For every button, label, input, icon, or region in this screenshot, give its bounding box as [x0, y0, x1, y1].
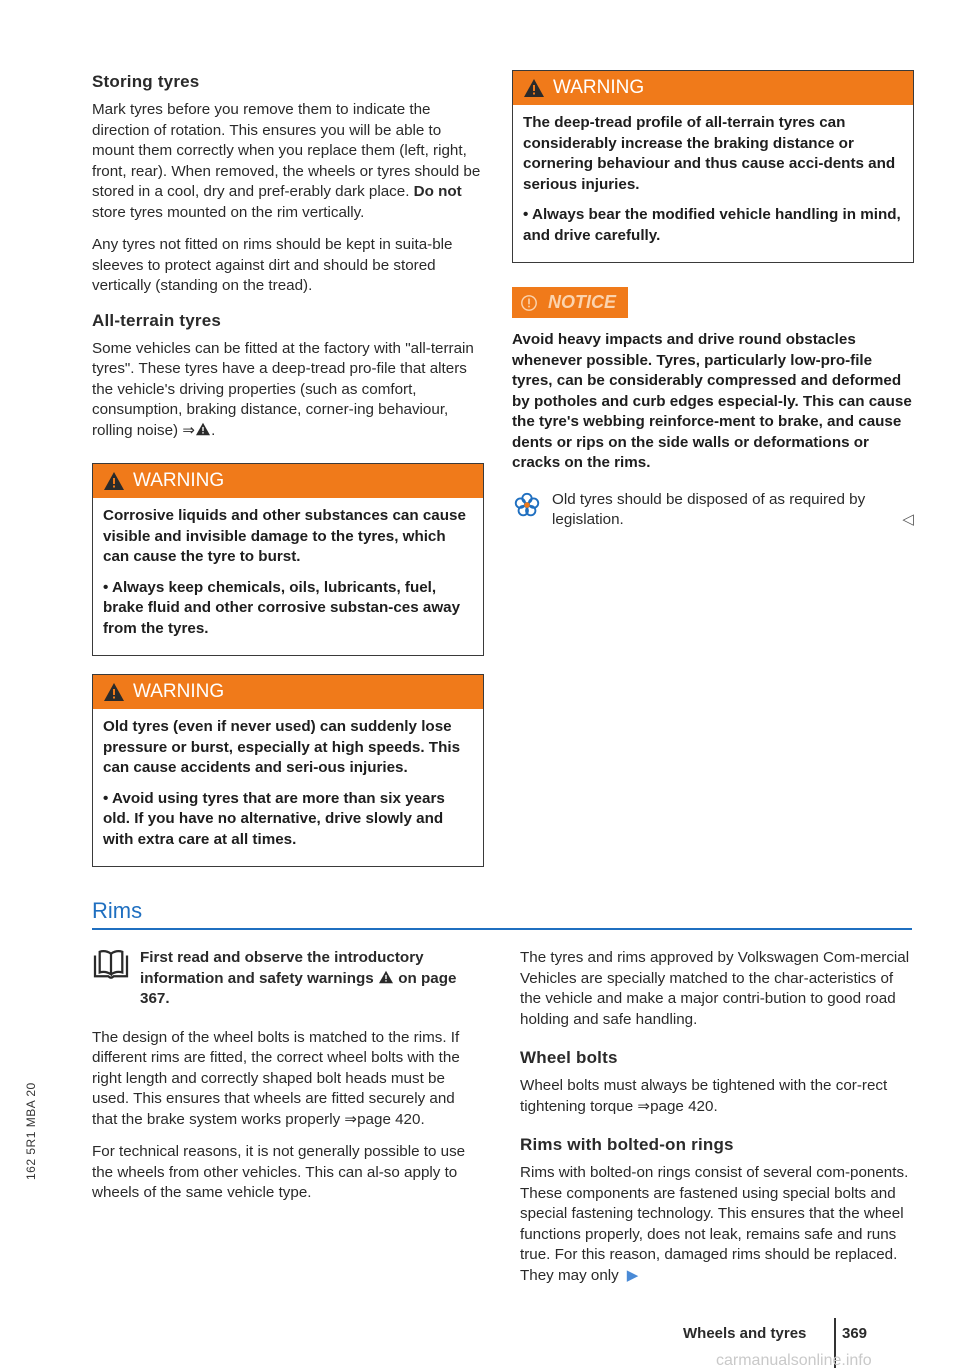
all-terrain-paragraph: Some vehicles can be fitted at the factory with "all-terrain tyres". These tyres have a deep-tread pro-file that alters the vehicle's driving properties (such as comfort, consumption, braking distance, corner-ing behaviour, rolling noise) ⇒ . [92, 339, 474, 439]
all-terrain-heading: All-terrain tyres [92, 310, 222, 330]
warning-triangle-icon [103, 682, 125, 702]
warning-label: WARNING [133, 470, 225, 491]
end-of-section-mark: ◁ [902, 511, 914, 528]
warning-triangle-icon [103, 471, 125, 491]
warning-label: WARNING [553, 77, 645, 98]
storing-tyres-paragraph-1: Mark tyres before you remove them to indicate the direction of rotation. This ensures you will be able to mount them correctly when you replace them (left, right, front, rear). When removed, the wheels or tyres should be stored in a cool, dry and pref-erably dark place. Do not store tyres mounted on the rim vertically. [92, 101, 481, 221]
notice-label: NOTICE [548, 292, 617, 312]
warning-text: The deep-tread profile of all-terrain tyres can considerably increase the braking distance or cornering behaviour and thus cause acci-dents and serious injuries. [523, 114, 896, 193]
notice-icon [520, 294, 538, 312]
rims-left-column [92, 948, 484, 1216]
warning-text: Corrosive liquids and other substances can cause visible and invisible damage to the tyres, which can cause the tyre to burst. [103, 507, 466, 565]
bolted-rings-paragraph: Rims with bolted-on rings consist of several com-ponents. These components are fastened using special bolts and special fastening technology. This ensures that the wheel functions properly, does not leak, remains safe and runs true. For this reason, damaged rims should be replaced. They may only ▶ [520, 1164, 909, 1284]
continue-arrow-icon: ▶ [626, 1266, 639, 1284]
notice-text: Avoid heavy impacts and drive round obstacles whenever possible. Tyres, particularly low-pro-file tyres, can be considerably compressed and deformed by potholes and curb edges especial-ly. This can cause the tyre's webbing reinforce-ment to brake, and cause dents or rips on the side walls or deformations or cracks on the rims. [512, 331, 912, 471]
environment-note [512, 490, 914, 531]
warning-header [93, 675, 483, 709]
warning-triangle-icon [378, 970, 394, 984]
right-top-column [512, 70, 914, 531]
warning-box-all-terrain [512, 70, 914, 263]
watermark: carmanualsonline.info [716, 1352, 872, 1369]
warning-triangle-icon [523, 78, 545, 98]
document-code: 162 5R1 MBA 20 [24, 1082, 38, 1180]
rims-paragraph-2: For technical reasons, it is not generally possible to use the wheels from other vehicles. This can al-so apply to wheels of the same vehicle type. [92, 1143, 466, 1201]
warning-label: WARNING [133, 681, 225, 702]
rims-right-column [520, 948, 912, 1298]
warning-header [513, 71, 913, 105]
environment-flower-icon [512, 490, 542, 520]
book-icon [92, 948, 130, 980]
footer-section-title: Wheels and tyres [683, 1325, 807, 1342]
bolted-rings-heading: Rims with bolted-on rings [520, 1135, 734, 1154]
intro-text: First read and observe the introductory information and safety warnings on page 367. [140, 949, 457, 1007]
storing-tyres-paragraph-2: Any tyres not fitted on rims should be kept in suita-ble sleeves to protect against dirt and should be stored vertically (standing on the tread). [92, 236, 453, 294]
rims-paragraph-1: The design of the wheel bolts is matched to the rims. If different rims are fitted, the correct wheel bolts with the right length and correctly shaped bolt heads must be used. This ensures that wheels are fitted securely and that the brake system works properly ⇒page 420. [92, 1028, 460, 1128]
warning-box-old-tyres [92, 674, 484, 867]
rims-section-title: Rims [92, 898, 143, 923]
rims-right-paragraph: The tyres and rims approved by Volkswagen Com-mercial Vehicles are specially matched to the char-acteristics of the vehicle and make a major contri-bution to good road holding and safe handling. [520, 949, 910, 1028]
wheel-bolts-paragraph: Wheel bolts must always be tightened with the cor-rect tightening torque ⇒page 420. [520, 1077, 888, 1115]
warning-bullet: • Always keep chemicals, oils, lubricants, fuel, brake fluid and other corrosive substan-ces away from the tyres. [103, 578, 461, 637]
wheel-bolts-heading: Wheel bolts [520, 1048, 618, 1067]
environment-text: Old tyres should be disposed of as required by legislation. ◁ [552, 490, 914, 531]
left-top-column [92, 72, 484, 885]
warning-triangle-icon [195, 422, 211, 436]
warning-bullet: • Avoid using tyres that are more than six years old. If you have no alternative, drive slowly and with extra care at all times. [103, 789, 445, 848]
notice-header [512, 287, 628, 318]
intro-reference [92, 948, 484, 1010]
warning-text: Old tyres (even if never used) can suddenly lose pressure or burst, especially at high speeds. This can cause accidents and seri-ous injuries. [103, 718, 461, 776]
section-divider [92, 928, 912, 930]
storing-tyres-heading: Storing tyres [92, 72, 200, 91]
warning-header [93, 464, 483, 498]
warning-box-corrosive [92, 463, 484, 656]
warning-bullet: • Always bear the modified vehicle handling in mind, and drive carefully. [523, 206, 901, 244]
page-number: 369 [842, 1325, 868, 1342]
